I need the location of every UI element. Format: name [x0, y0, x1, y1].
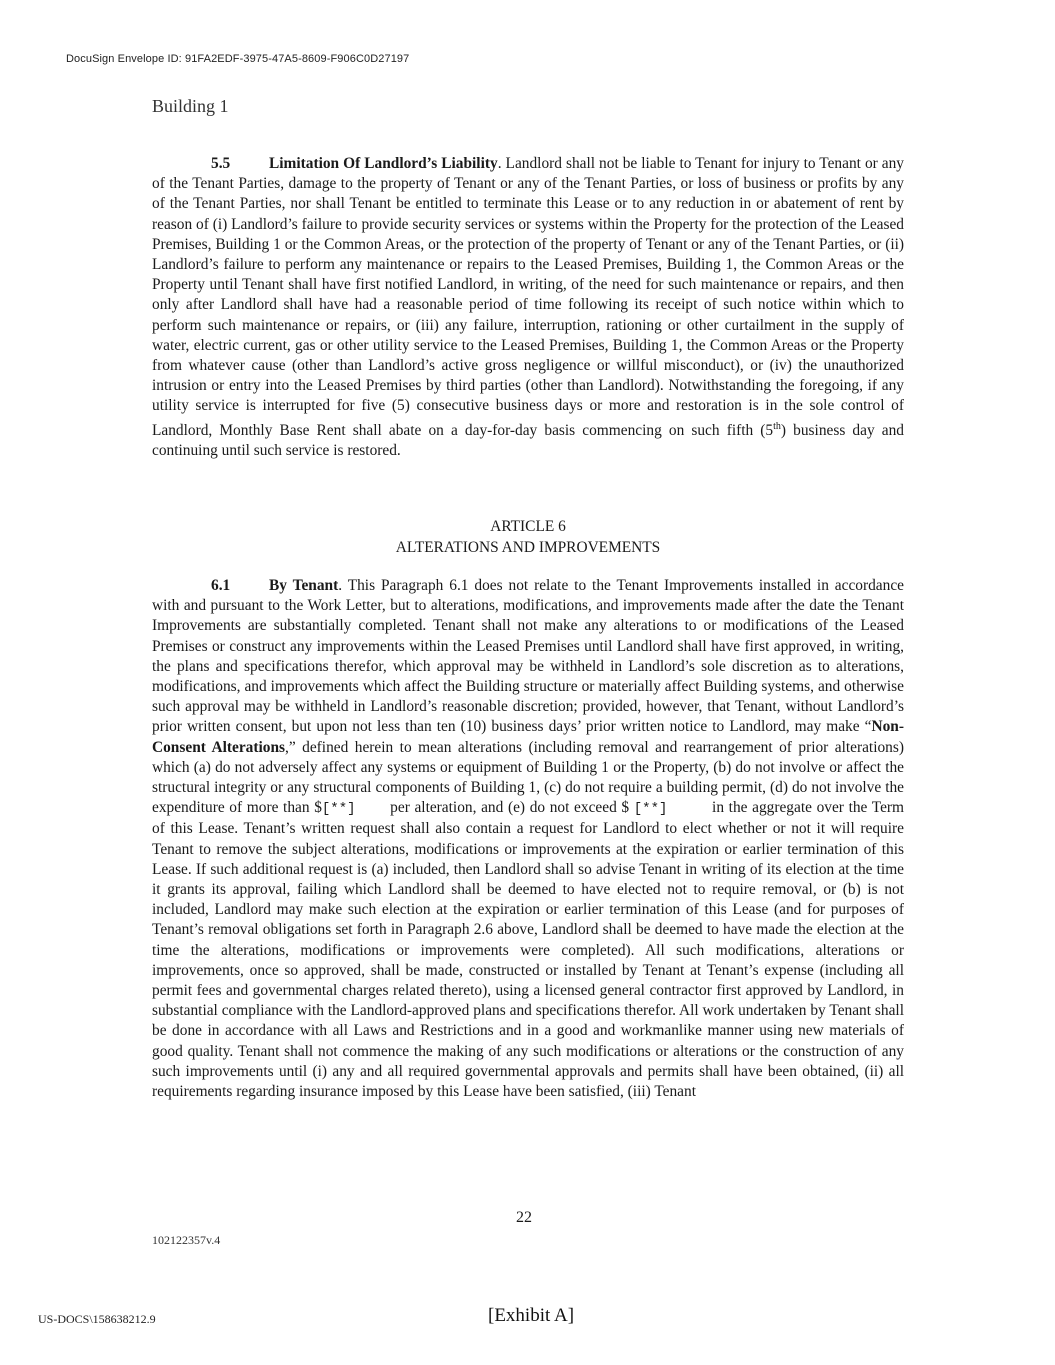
redacted-amount-aggregate: [**]: [633, 801, 668, 818]
section-number: 6.1: [211, 577, 231, 594]
section-5-5: [152, 154, 904, 461]
page-number: 22: [516, 1209, 532, 1226]
article-heading: [152, 517, 904, 558]
section-number: 5.5: [211, 155, 231, 172]
section-6-1: [152, 576, 904, 1102]
article-number: ARTICLE 6: [490, 518, 566, 535]
section-body-b: ,” defined herein to mean alterations (including removal and rearrangement of prior alterations) which (a) do not adversely affect any systems or equipment of Building 1 or the Property, (b) do not involve or affect the structural integrity or any structural components of Building 1, (c) do not require a building permit, (d) do not involve the expenditure of more than $: [152, 738, 904, 817]
section-body-c: per alteration, and (e) do not exceed $: [385, 799, 634, 817]
section-body-d: in the aggregate over the Term of this Lease. Tenant’s written request shall also contain a request for Landlord to elect whether or not it will require Tenant to remove the subject alterations, modifications or improvements at the expiration or earlier termination of this Lease. If such additional request is (a) included, then Landlord shall so advise Tenant in writing of its election at the time it grants its approval, failing which Landlord shall be deemed to have elected not to require removal, or (b) is not included, Landlord may make such election at the expiration or earlier termination of this Lease (and for purposes of Tenant’s removal obligations set forth in Paragraph 2.6 above, Landlord shall be deemed to have made the election at the time the alterations, modifications or improvements were completed). All such modifications, alterations or improvements, once so approved, shall be made, constructed or installed by Tenant at Tenant’s expense (including all permit fees and governmental charges related thereto), using a licensed general contractor first approved by Landlord, in substantial compliance with the Landlord-approved plans and specifications therefor. All work undertaken by Tenant shall be done in accordance with all Laws and Restrictions and in a good and workmanlike manner using new materials of good quality. Tenant shall not commence the making of any such modifications or alterations or the construction of any such improvements until (i) any and all required governmental approvals and permits shall have been obtained, (ii) all requirements regarding insurance imposed by this Lease have been satisfied, (iii) Tenant: [152, 799, 905, 1101]
running-header: Building 1: [152, 96, 229, 116]
section-heading: By Tenant: [269, 577, 339, 594]
document-number: 102122357v.4: [152, 1233, 221, 1247]
superscript: th: [773, 420, 781, 432]
redacted-amount-per-alteration: [**]: [321, 801, 356, 818]
defined-term: Non-Consent Alterations: [152, 718, 904, 756]
section-body-end: ) business day and continuing until such service is restored.: [152, 421, 904, 459]
section-body: . Landlord shall not be liable to Tenant for injury to Tenant or any of the Tenant Parties, damage to the property of Tenant or any of the Tenant Parties, or loss of business or profits by any of the Tenant Parties, nor shall Tenant be entitled to terminate this Lease or to any reduction in or abatement of rent by reason of (i) Landlord’s failure to provide security services or systems within the Property for the protection of the Leased Premises, Building 1 or the Common Areas, or the protection of the property of Tenant or any of the Tenant Parties, or (ii) Landlord’s failure to perform any maintenance or repairs to the Leased Premises, Building 1, the Common Areas or the Property until Tenant shall have first notified Landlord, in writing, of the need for such maintenance or repairs, and then only after Landlord shall have had a reasonable period of time following its receipt of such notice within which to perform such maintenance or repairs, or (iii) any failure, interruption, rationing or other curtailment in the supply of water, electric current, gas or other utility service to the Leased Premises, Building 1, the Common Areas or the Property from whatever cause (other than Landlord’s active gross negligence or willful misconduct), or (iv) the unauthorized intrusion or entry into the Leased Premises by third parties (other than Landlord). Notwithstanding the foregoing, if any utility service is interrupted for five (5) consecutive business days or more and restoration is in the sole control of Landlord, Monthly Base Rent shall abate on a day-for-day basis commencing on such fifth (5: [152, 155, 904, 439]
section-heading: Limitation Of Landlord’s Liability: [269, 155, 498, 172]
exhibit-label: [Exhibit A]: [488, 1305, 575, 1326]
section-body-a: . This Paragraph 6.1 does not relate to the Tenant Improvements installed in accordance with and pursuant to the Work Letter, but to alterations, modifications, and improvements made after the date the Tenant Improvements are substantially completed. Tenant shall not make any alterations to or modifications of the Leased Premises or construct any improvements within the Leased Premises until Landlord shall have first approved, in writing, the plans and specifications therefor, which approval may be withheld in Landlord’s sole discretion as to alterations, modifications, and improvements which affect the Building structure or materially affect Building systems, and otherwise such approval may be withheld in Landlord’s reasonable discretion; provided, however, that Tenant, without Landlord’s prior written consent, but upon not less than ten (10) business days’ prior written notice to Landlord, may make “: [152, 577, 904, 736]
us-docs-reference: US-DOCS\158638212.9: [38, 1312, 156, 1326]
article-title: ALTERATIONS AND IMPROVEMENTS: [395, 538, 661, 556]
docusign-envelope-id: DocuSign Envelope ID: 91FA2EDF-3975-47A5-8609-F906C0D27197: [66, 53, 410, 65]
